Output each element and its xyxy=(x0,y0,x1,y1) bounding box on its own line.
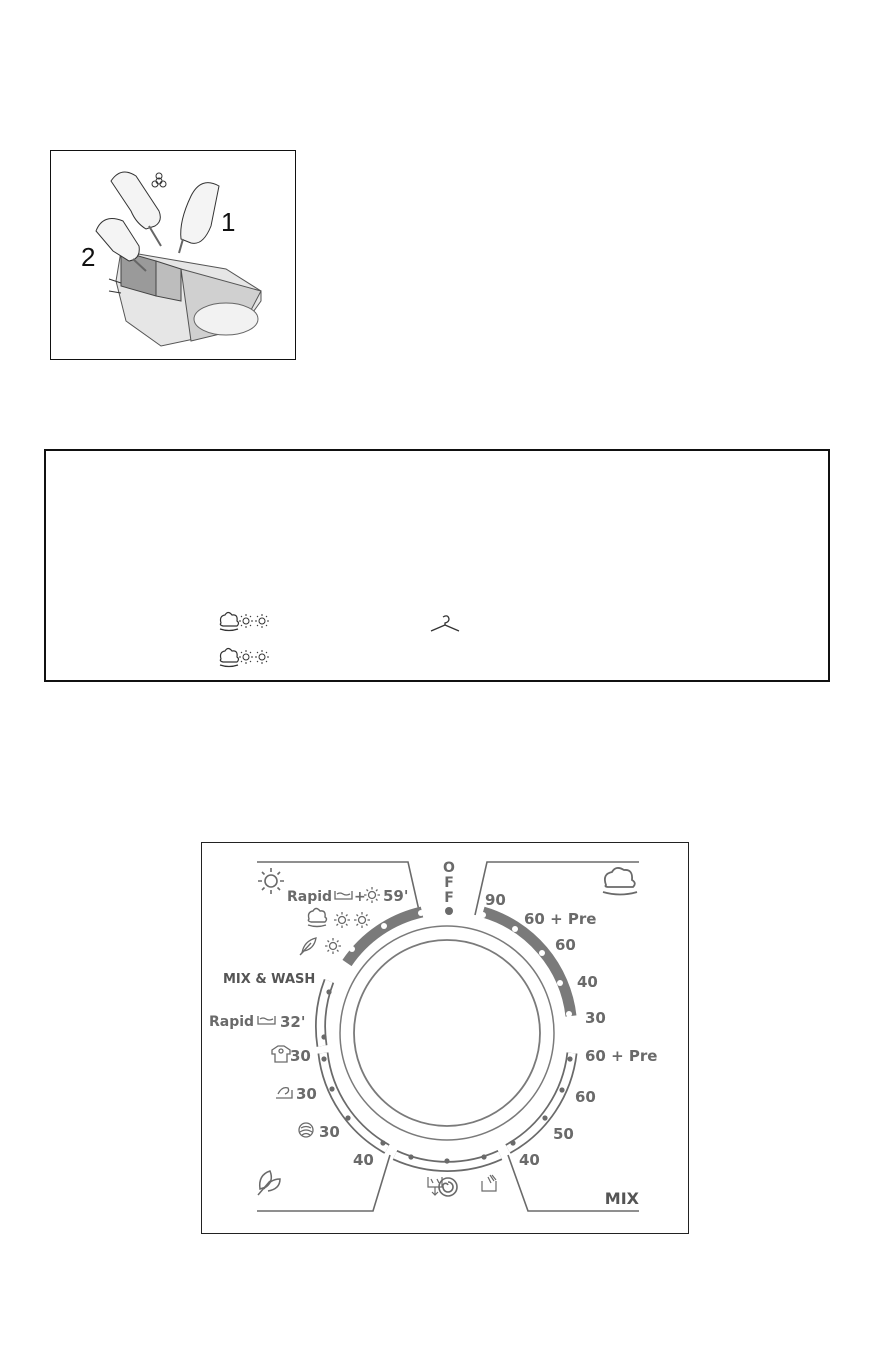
label-mix-and-wash: MIX & WASH xyxy=(223,972,316,987)
label-30-cotton: 30 xyxy=(585,1009,606,1027)
sun-icon xyxy=(364,887,380,903)
dial-knob xyxy=(354,940,540,1126)
label-hand-wash-30: 30 xyxy=(296,1085,317,1103)
rinse-icon xyxy=(482,1175,496,1191)
cotton-icon xyxy=(308,909,327,927)
label-60-mix: 60 xyxy=(575,1088,596,1106)
drying-sun-icon xyxy=(258,868,284,894)
detergent-bottle-2 xyxy=(96,219,139,261)
dry-sun-icon xyxy=(239,614,253,628)
label-left-40: 40 xyxy=(353,1151,374,1169)
detergent-bottle-1 xyxy=(181,183,219,244)
program-dial-panel xyxy=(201,842,689,1234)
label-60-pre-mix: 60 + Pre xyxy=(585,1047,658,1065)
flower-icon xyxy=(152,173,166,187)
dry-sun-icon xyxy=(255,614,269,628)
off-letter-f2: F xyxy=(444,890,454,906)
label-rapid-1: Rapid xyxy=(287,889,333,905)
off-indicator-dot xyxy=(445,907,453,915)
off-letter-o: O xyxy=(443,860,455,876)
wool-icon xyxy=(299,1123,313,1137)
hand-wash-icon xyxy=(276,1088,292,1098)
tub-icon xyxy=(258,1016,275,1024)
cotton-icon xyxy=(220,649,239,667)
eco-leaf-icon xyxy=(258,1171,280,1195)
label-60-pre-cotton: 60 + Pre xyxy=(524,910,597,928)
compartment-1-label: 1 xyxy=(221,207,236,237)
label-90: 90 xyxy=(485,891,506,909)
program-dial-svg xyxy=(202,843,690,1235)
label-32-min: 32' xyxy=(280,1013,306,1031)
cotton-icon xyxy=(220,613,239,631)
label-rapid-2: Rapid xyxy=(209,1014,255,1030)
dry-sun-icon xyxy=(239,650,253,664)
label-59-min: 59' xyxy=(383,887,409,905)
compartment-2-label: 2 xyxy=(81,242,96,272)
label-60-cotton: 60 xyxy=(555,936,576,954)
label-plus: + xyxy=(354,889,366,905)
info-box-icons xyxy=(46,451,832,684)
shirt-icon xyxy=(272,1046,290,1062)
dry-sun-icon xyxy=(354,912,370,928)
feather-icon xyxy=(300,938,316,955)
off-letter-f1: F xyxy=(444,875,454,891)
dry-sun-icon xyxy=(334,912,350,928)
detergent-drawer-drawing xyxy=(51,151,297,361)
hanger-icon xyxy=(431,616,459,631)
label-50-mix: 50 xyxy=(553,1125,574,1143)
dry-sun-icon xyxy=(325,938,341,954)
label-shirt-30: 30 xyxy=(290,1047,311,1065)
label-40-mix: 40 xyxy=(519,1151,540,1169)
dry-sun-icon xyxy=(255,650,269,664)
label-mix: MIX xyxy=(604,1189,639,1208)
info-box xyxy=(44,449,830,682)
tub-icon xyxy=(335,891,352,899)
detergent-drawer-illustration xyxy=(50,150,296,360)
cotton-cloud-icon xyxy=(603,868,637,895)
label-wool-30: 30 xyxy=(319,1123,340,1141)
label-40-cotton: 40 xyxy=(577,973,598,991)
